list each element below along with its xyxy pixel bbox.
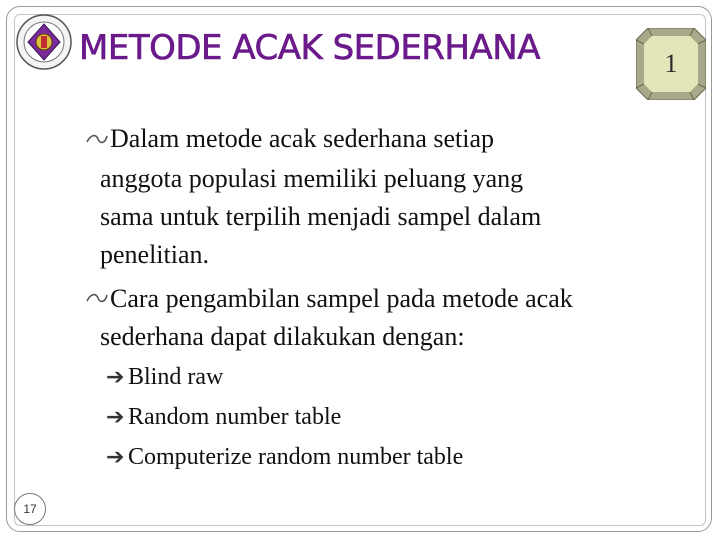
university-seal-icon [16,14,72,70]
sub-item-2: Random number table [128,404,342,430]
curl-bullet-icon [86,291,108,305]
bullet-1-line-4: penelitian. [100,240,210,269]
arrow-bullet-icon: ➔ [106,444,125,469]
bullet-2-line-2: sederhana dapat dilakukan dengan: [100,322,465,351]
page-number: 17 [14,493,46,525]
arrow-bullet-icon: ➔ [106,404,125,429]
arrow-bullet-icon: ➔ [106,364,125,389]
slide-title: METODE ACAK SEDERHANA [79,28,540,68]
curl-bullet-icon [86,132,108,146]
number-badge: 1 [664,49,678,78]
bullet-1-line-2: anggota populasi memiliki peluang yang [100,164,524,193]
bullet-1-line-1: Dalam metode acak sederhana setiap [110,124,495,153]
bullet-1-line-3: sama untuk terpilih menjadi sampel dalam [100,202,542,231]
sub-item-3: Computerize random number table [128,444,464,470]
sub-item-1: Blind raw [128,364,224,390]
bullet-2-line-1: Cara pengambilan sampel pada metode acak [110,284,573,313]
